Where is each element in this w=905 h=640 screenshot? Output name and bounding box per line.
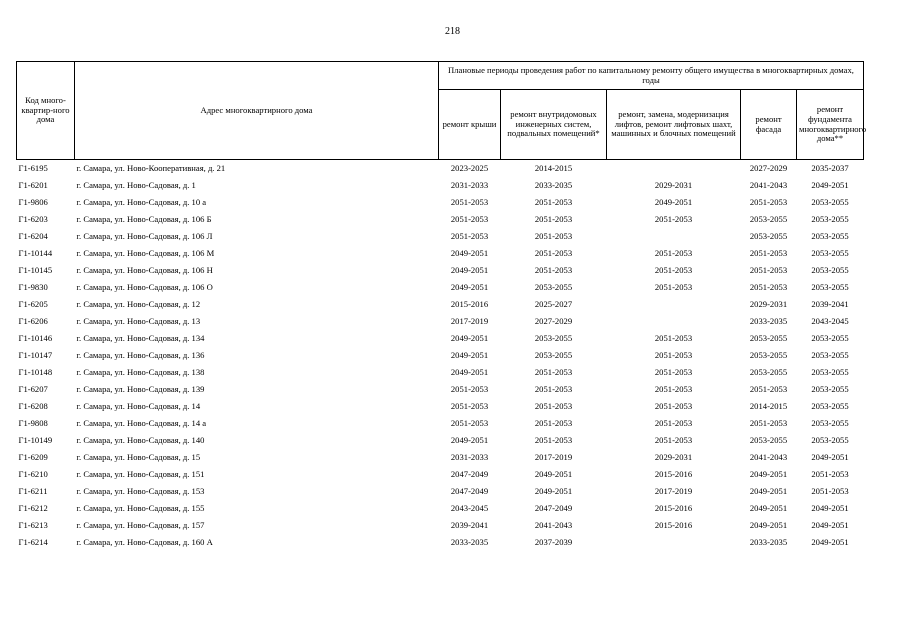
cell-foundation-period: 2053-2055 bbox=[811, 434, 849, 445]
cell-house-code: Г1-6211 bbox=[18, 485, 48, 496]
cell-engineering-period: 2053-2055 bbox=[534, 281, 573, 292]
cell-foundation-period: 2043-2045 bbox=[811, 315, 849, 326]
cell-address: г. Самара, ул. Ново-Садовая, д. 139 bbox=[76, 383, 205, 394]
cell-house-code: Г1-6205 bbox=[18, 298, 48, 309]
cell-facade-period: 2053-2055 bbox=[749, 366, 788, 377]
table-row bbox=[17, 398, 864, 415]
cell-address: г. Самара, ул. Ново-Садовая, д. 13 bbox=[76, 315, 201, 326]
cell-house-code: Г1-6208 bbox=[18, 400, 48, 411]
table-row bbox=[17, 194, 864, 211]
cell-facade-period: 2041-2043 bbox=[749, 451, 788, 462]
table-row bbox=[17, 364, 864, 381]
cell-engineering-period: 2037-2039 bbox=[534, 536, 573, 547]
cell-facade-period: 2053-2055 bbox=[749, 230, 788, 241]
cell-roof-period: 2047-2049 bbox=[450, 468, 489, 479]
cell-lift-period: 2051-2053 bbox=[654, 417, 693, 428]
cell-lift-period: 2051-2053 bbox=[654, 213, 693, 224]
cell-facade-period: 2049-2051 bbox=[749, 485, 788, 496]
cell-address: г. Самара, ул. Ново-Садовая, д. 106 М bbox=[76, 247, 215, 258]
cell-engineering-period: 2041-2043 bbox=[534, 519, 573, 530]
cell-address: г. Самара, ул. Ново-Садовая, д. 134 bbox=[76, 332, 205, 343]
cell-roof-period: 2051-2053 bbox=[450, 230, 489, 241]
cell-engineering-period: 2051-2053 bbox=[534, 400, 573, 411]
header-code: Код много-квартир-ного дома bbox=[17, 62, 75, 160]
cell-roof-period: 2049-2051 bbox=[450, 332, 489, 343]
cell-foundation-period: 2053-2055 bbox=[811, 349, 849, 360]
cell-lift-period: 2051-2053 bbox=[654, 383, 693, 394]
cell-roof-period: 2049-2051 bbox=[450, 264, 489, 275]
cell-roof-period: 2039-2041 bbox=[450, 519, 489, 530]
cell-address: г. Самара, ул. Ново-Садовая, д. 12 bbox=[76, 298, 201, 309]
cell-facade-period: 2033-2035 bbox=[749, 315, 788, 326]
cell-foundation-period: 2053-2055 bbox=[811, 196, 849, 207]
cell-engineering-period: 2053-2055 bbox=[534, 349, 573, 360]
cell-house-code: Г1-10144 bbox=[18, 247, 53, 258]
cell-facade-period: 2027-2029 bbox=[741, 160, 797, 178]
cell-address: г. Самара, ул. Ново-Садовая, д. 15 bbox=[76, 451, 201, 462]
cell-foundation-period: 2053-2055 bbox=[811, 332, 849, 343]
table-row bbox=[17, 279, 864, 296]
cell-foundation-period: 2051-2053 bbox=[811, 485, 849, 496]
cell-facade-period: 2051-2053 bbox=[749, 417, 788, 428]
cell-address: г. Самара, ул. Ново-Садовая, д. 1 bbox=[76, 179, 196, 190]
cell-lift-period: 2051-2053 bbox=[654, 247, 693, 258]
cell-facade-period: 2053-2055 bbox=[749, 434, 788, 445]
cell-roof-period: 2017-2019 bbox=[450, 315, 489, 326]
cell-engineering-period: 2049-2051 bbox=[534, 468, 573, 479]
table-row bbox=[17, 211, 864, 228]
cell-house-code: Г1-10148 bbox=[18, 366, 53, 377]
cell-roof-period: 2049-2051 bbox=[450, 366, 489, 377]
table-row bbox=[17, 262, 864, 279]
table-row bbox=[17, 517, 864, 534]
cell-address: г. Самара, ул. Ново-Садовая, д. 153 bbox=[76, 485, 205, 496]
cell-lift-period bbox=[607, 296, 741, 313]
cell-house-code: Г1-6201 bbox=[18, 179, 48, 190]
cell-engineering-period: 2017-2019 bbox=[534, 451, 573, 462]
cell-house-code: Г1-6210 bbox=[18, 468, 48, 479]
header-work-periods: Плановые периоды проведения работ по капитальному ремонту общего имущества в многоквартирных домах, годы bbox=[439, 62, 864, 90]
table-row bbox=[17, 160, 864, 178]
cell-facade-period: 2029-2031 bbox=[749, 298, 788, 309]
table-row bbox=[17, 296, 864, 313]
cell-foundation-period: 2049-2051 bbox=[811, 519, 849, 530]
cell-facade-period: 2053-2055 bbox=[749, 332, 788, 343]
table-row bbox=[17, 534, 864, 551]
cell-engineering-period: 2051-2053 bbox=[534, 247, 573, 258]
cell-house-code: Г1-6206 bbox=[18, 315, 48, 326]
cell-foundation-period: 2039-2041 bbox=[811, 298, 849, 309]
cell-roof-period: 2051-2053 bbox=[450, 213, 489, 224]
cell-house-code: Г1-6204 bbox=[18, 230, 48, 241]
cell-address: г. Самара, ул. Ново-Кооперативная, д. 21 bbox=[75, 160, 439, 178]
cell-foundation-period: 2053-2055 bbox=[811, 247, 849, 258]
table-row bbox=[17, 449, 864, 466]
capital-repair-table bbox=[16, 61, 867, 551]
cell-house-code: Г1-10147 bbox=[18, 349, 53, 360]
cell-facade-period: 2049-2051 bbox=[749, 468, 788, 479]
cell-roof-period: 2049-2051 bbox=[450, 247, 489, 258]
cell-facade-period: 2014-2015 bbox=[749, 400, 788, 411]
cell-lift-period: 2051-2053 bbox=[654, 281, 693, 292]
cell-roof-period: 2051-2053 bbox=[450, 383, 489, 394]
cell-foundation-period: 2053-2055 bbox=[811, 366, 849, 377]
table-row bbox=[17, 228, 864, 245]
table-row bbox=[17, 483, 864, 500]
cell-house-code: Г1-6213 bbox=[18, 519, 48, 530]
table-row bbox=[17, 500, 864, 517]
page-number: 218 bbox=[445, 26, 460, 37]
table-row bbox=[17, 432, 864, 449]
cell-roof-period: 2049-2051 bbox=[450, 349, 489, 360]
cell-address: г. Самара, ул. Ново-Садовая, д. 160 А bbox=[76, 536, 213, 547]
cell-engineering-period: 2047-2049 bbox=[534, 502, 573, 513]
cell-lift-period: 2015-2016 bbox=[654, 502, 693, 513]
cell-address: г. Самара, ул. Ново-Садовая, д. 155 bbox=[76, 502, 205, 513]
cell-foundation-period: 2053-2055 bbox=[811, 264, 849, 275]
cell-house-code: Г1-6214 bbox=[18, 536, 48, 547]
cell-house-code: Г1-6195 bbox=[17, 160, 75, 178]
cell-roof-period: 2031-2033 bbox=[450, 179, 489, 190]
cell-roof-period: 2015-2016 bbox=[450, 298, 489, 309]
cell-engineering-period: 2051-2053 bbox=[534, 434, 573, 445]
cell-engineering-period: 2027-2029 bbox=[534, 315, 573, 326]
cell-house-code: Г1-6203 bbox=[18, 213, 48, 224]
cell-facade-period: 2049-2051 bbox=[749, 519, 788, 530]
header-engineering: ремонт внутридомовых инженерных систем, подвальных помещений* bbox=[501, 90, 607, 160]
cell-lift-period: 2051-2053 bbox=[654, 264, 693, 275]
table-body bbox=[17, 160, 864, 552]
table-row bbox=[17, 381, 864, 398]
table-row bbox=[17, 313, 864, 330]
header-address: Адрес многоквартирного дома bbox=[75, 62, 439, 160]
header-roof: ремонт крыши bbox=[439, 90, 501, 160]
cell-address: г. Самара, ул. Ново-Садовая, д. 106 Н bbox=[76, 264, 213, 275]
cell-lift-period: 2051-2053 bbox=[654, 349, 693, 360]
cell-facade-period: 2053-2055 bbox=[749, 349, 788, 360]
cell-lift-period: 2049-2051 bbox=[654, 196, 693, 207]
cell-engineering-period: 2051-2053 bbox=[534, 196, 573, 207]
cell-engineering-period: 2033-2035 bbox=[534, 179, 573, 190]
cell-foundation-period: 2049-2051 bbox=[811, 536, 849, 547]
cell-address: г. Самара, ул. Ново-Садовая, д. 157 bbox=[76, 519, 205, 530]
cell-foundation-period: 2051-2053 bbox=[811, 468, 849, 479]
cell-facade-period: 2051-2053 bbox=[749, 383, 788, 394]
cell-lift-period: 2051-2053 bbox=[654, 366, 693, 377]
cell-engineering-period: 2051-2053 bbox=[534, 230, 573, 241]
cell-foundation-period: 2053-2055 bbox=[811, 400, 849, 411]
cell-facade-period: 2051-2053 bbox=[749, 247, 788, 258]
cell-roof-period: 2049-2051 bbox=[450, 281, 489, 292]
cell-foundation-period: 2049-2051 bbox=[811, 451, 849, 462]
cell-lift-period bbox=[607, 228, 741, 245]
cell-lift-period: 2029-2031 bbox=[654, 179, 693, 190]
cell-engineering-period: 2051-2053 bbox=[534, 264, 573, 275]
cell-facade-period: 2049-2051 bbox=[749, 502, 788, 513]
cell-lift-period: 2051-2053 bbox=[654, 434, 693, 445]
cell-lift-period: 2029-2031 bbox=[654, 451, 693, 462]
cell-foundation-period: 2035-2037 bbox=[797, 160, 864, 178]
cell-foundation-period: 2053-2055 bbox=[811, 213, 849, 224]
header-facade: ремонт фасада bbox=[741, 90, 797, 160]
cell-address: г. Самара, ул. Ново-Садовая, д. 106 Б bbox=[76, 213, 212, 224]
cell-roof-period: 2023-2025 bbox=[439, 160, 501, 178]
cell-lift-period bbox=[607, 313, 741, 330]
cell-address: г. Самара, ул. Ново-Садовая, д. 151 bbox=[76, 468, 205, 479]
cell-engineering-period: 2051-2053 bbox=[534, 366, 573, 377]
cell-house-code: Г1-6212 bbox=[18, 502, 48, 513]
cell-lift-period: 2015-2016 bbox=[654, 468, 693, 479]
table-row bbox=[17, 347, 864, 364]
cell-engineering-period: 2049-2051 bbox=[534, 485, 573, 496]
cell-roof-period: 2051-2053 bbox=[450, 196, 489, 207]
cell-address: г. Самара, ул. Ново-Садовая, д. 136 bbox=[76, 349, 205, 360]
cell-foundation-period: 2053-2055 bbox=[811, 281, 849, 292]
cell-roof-period: 2031-2033 bbox=[450, 451, 489, 462]
cell-house-code: Г1-10146 bbox=[18, 332, 53, 343]
cell-facade-period: 2051-2053 bbox=[749, 196, 788, 207]
cell-house-code: Г1-10145 bbox=[18, 264, 53, 275]
cell-lift-period: 2017-2019 bbox=[654, 485, 693, 496]
cell-foundation-period: 2049-2051 bbox=[811, 502, 849, 513]
cell-foundation-period: 2049-2051 bbox=[811, 179, 849, 190]
cell-house-code: Г1-6207 bbox=[18, 383, 48, 394]
cell-engineering-period: 2051-2053 bbox=[534, 417, 573, 428]
cell-address: г. Самара, ул. Ново-Садовая, д. 140 bbox=[76, 434, 205, 445]
cell-address: г. Самара, ул. Ново-Садовая, д. 14 а bbox=[76, 417, 207, 428]
cell-facade-period: 2053-2055 bbox=[749, 213, 788, 224]
cell-foundation-period: 2053-2055 bbox=[811, 417, 849, 428]
cell-lift-period: 2051-2053 bbox=[654, 332, 693, 343]
cell-engineering-period: 2051-2053 bbox=[534, 213, 573, 224]
cell-lift-period: 2051-2053 bbox=[654, 400, 693, 411]
cell-foundation-period: 2053-2055 bbox=[811, 230, 849, 241]
table-row bbox=[17, 330, 864, 347]
cell-house-code: Г1-9808 bbox=[18, 417, 48, 428]
cell-address: г. Самара, ул. Ново-Садовая, д. 138 bbox=[76, 366, 205, 377]
table-row bbox=[17, 466, 864, 483]
cell-lift-period bbox=[607, 160, 741, 178]
cell-engineering-period: 2053-2055 bbox=[534, 332, 573, 343]
header-lifts: ремонт, замена, модернизация лифтов, ремонт лифтовых шахт, машинных и блочных помещений bbox=[607, 90, 741, 160]
cell-house-code: Г1-9806 bbox=[18, 196, 48, 207]
cell-house-code: Г1-6209 bbox=[18, 451, 48, 462]
header-foundation: ремонт фундамента многоквартирного дома** bbox=[797, 90, 864, 160]
cell-roof-period: 2047-2049 bbox=[450, 485, 489, 496]
cell-facade-period: 2051-2053 bbox=[749, 281, 788, 292]
cell-foundation-period: 2053-2055 bbox=[811, 383, 849, 394]
cell-address: г. Самара, ул. Ново-Садовая, д. 14 bbox=[76, 400, 201, 411]
cell-address: г. Самара, ул. Ново-Садовая, д. 10 а bbox=[76, 196, 207, 207]
cell-address: г. Самара, ул. Ново-Садовая, д. 106 О bbox=[76, 281, 213, 292]
cell-facade-period: 2033-2035 bbox=[749, 536, 788, 547]
cell-facade-period: 2041-2043 bbox=[749, 179, 788, 190]
cell-engineering-period: 2051-2053 bbox=[534, 383, 573, 394]
cell-facade-period: 2051-2053 bbox=[749, 264, 788, 275]
cell-roof-period: 2033-2035 bbox=[450, 536, 489, 547]
table-row bbox=[17, 177, 864, 194]
cell-lift-period bbox=[607, 534, 741, 551]
cell-roof-period: 2043-2045 bbox=[450, 502, 489, 513]
cell-engineering-period: 2025-2027 bbox=[534, 298, 573, 309]
table-row bbox=[17, 245, 864, 262]
cell-lift-period: 2015-2016 bbox=[654, 519, 693, 530]
cell-engineering-period: 2014-2015 bbox=[501, 160, 607, 178]
cell-roof-period: 2049-2051 bbox=[450, 434, 489, 445]
cell-house-code: Г1-9830 bbox=[18, 281, 48, 292]
cell-roof-period: 2051-2053 bbox=[450, 400, 489, 411]
cell-address: г. Самара, ул. Ново-Садовая, д. 106 Л bbox=[76, 230, 213, 241]
cell-house-code: Г1-10149 bbox=[18, 434, 53, 445]
cell-roof-period: 2051-2053 bbox=[450, 417, 489, 428]
table-row bbox=[17, 415, 864, 432]
